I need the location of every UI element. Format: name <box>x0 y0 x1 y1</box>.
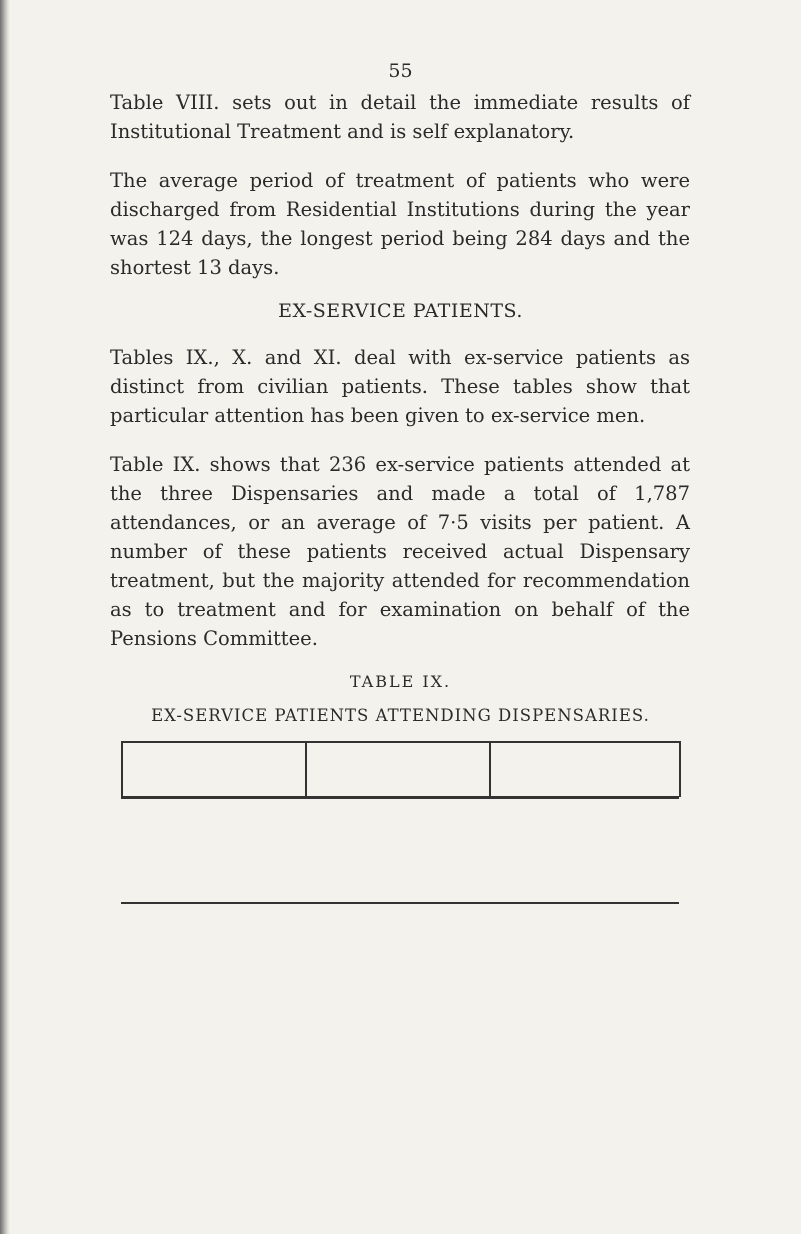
total-separator-rule <box>121 902 679 904</box>
paragraph-tables-overview: Tables IX., X. and XI. deal with ex-service patients as distinct from civilian patients. These tables show that particular attention has been given to ex-service men. <box>110 346 690 427</box>
page-number: 55 <box>388 60 413 82</box>
table-title: TABLE IX. <box>349 672 452 691</box>
column-divider-2 <box>489 741 491 797</box>
table-caption: EX-SERVICE PATIENTS ATTENDING DISPENSARIES. <box>151 706 650 725</box>
table-right-rule <box>679 741 681 797</box>
paragraph-average-period: The average period of treatment of patients who were discharged from Residential Institutions during the year was 124 days, the longest period being 284 days and the shortest 13 days. <box>110 169 690 279</box>
column-divider-1 <box>305 741 307 797</box>
table-top-rule <box>121 741 679 743</box>
table-left-rule <box>121 741 123 797</box>
paragraph-institutional-treatment: Table VIII. sets out in detail the immediate results of Institutional Treatment and is self explanatory. <box>110 91 690 143</box>
table-bottom-rule <box>121 797 679 799</box>
section-heading: EX-SERVICE PATIENTS. <box>278 300 523 322</box>
paragraph-table-ix-summary: Table IX. shows that 236 ex-service patients attended at the three Dispensaries and made a total of 1,787 attendances, or an average of 7·5 visits per patient. A number of these patients received actual Dispensary treatment, but the majority attended for recommendation as to treatment and for examination on behalf of the Pensions Committee. <box>110 453 690 650</box>
